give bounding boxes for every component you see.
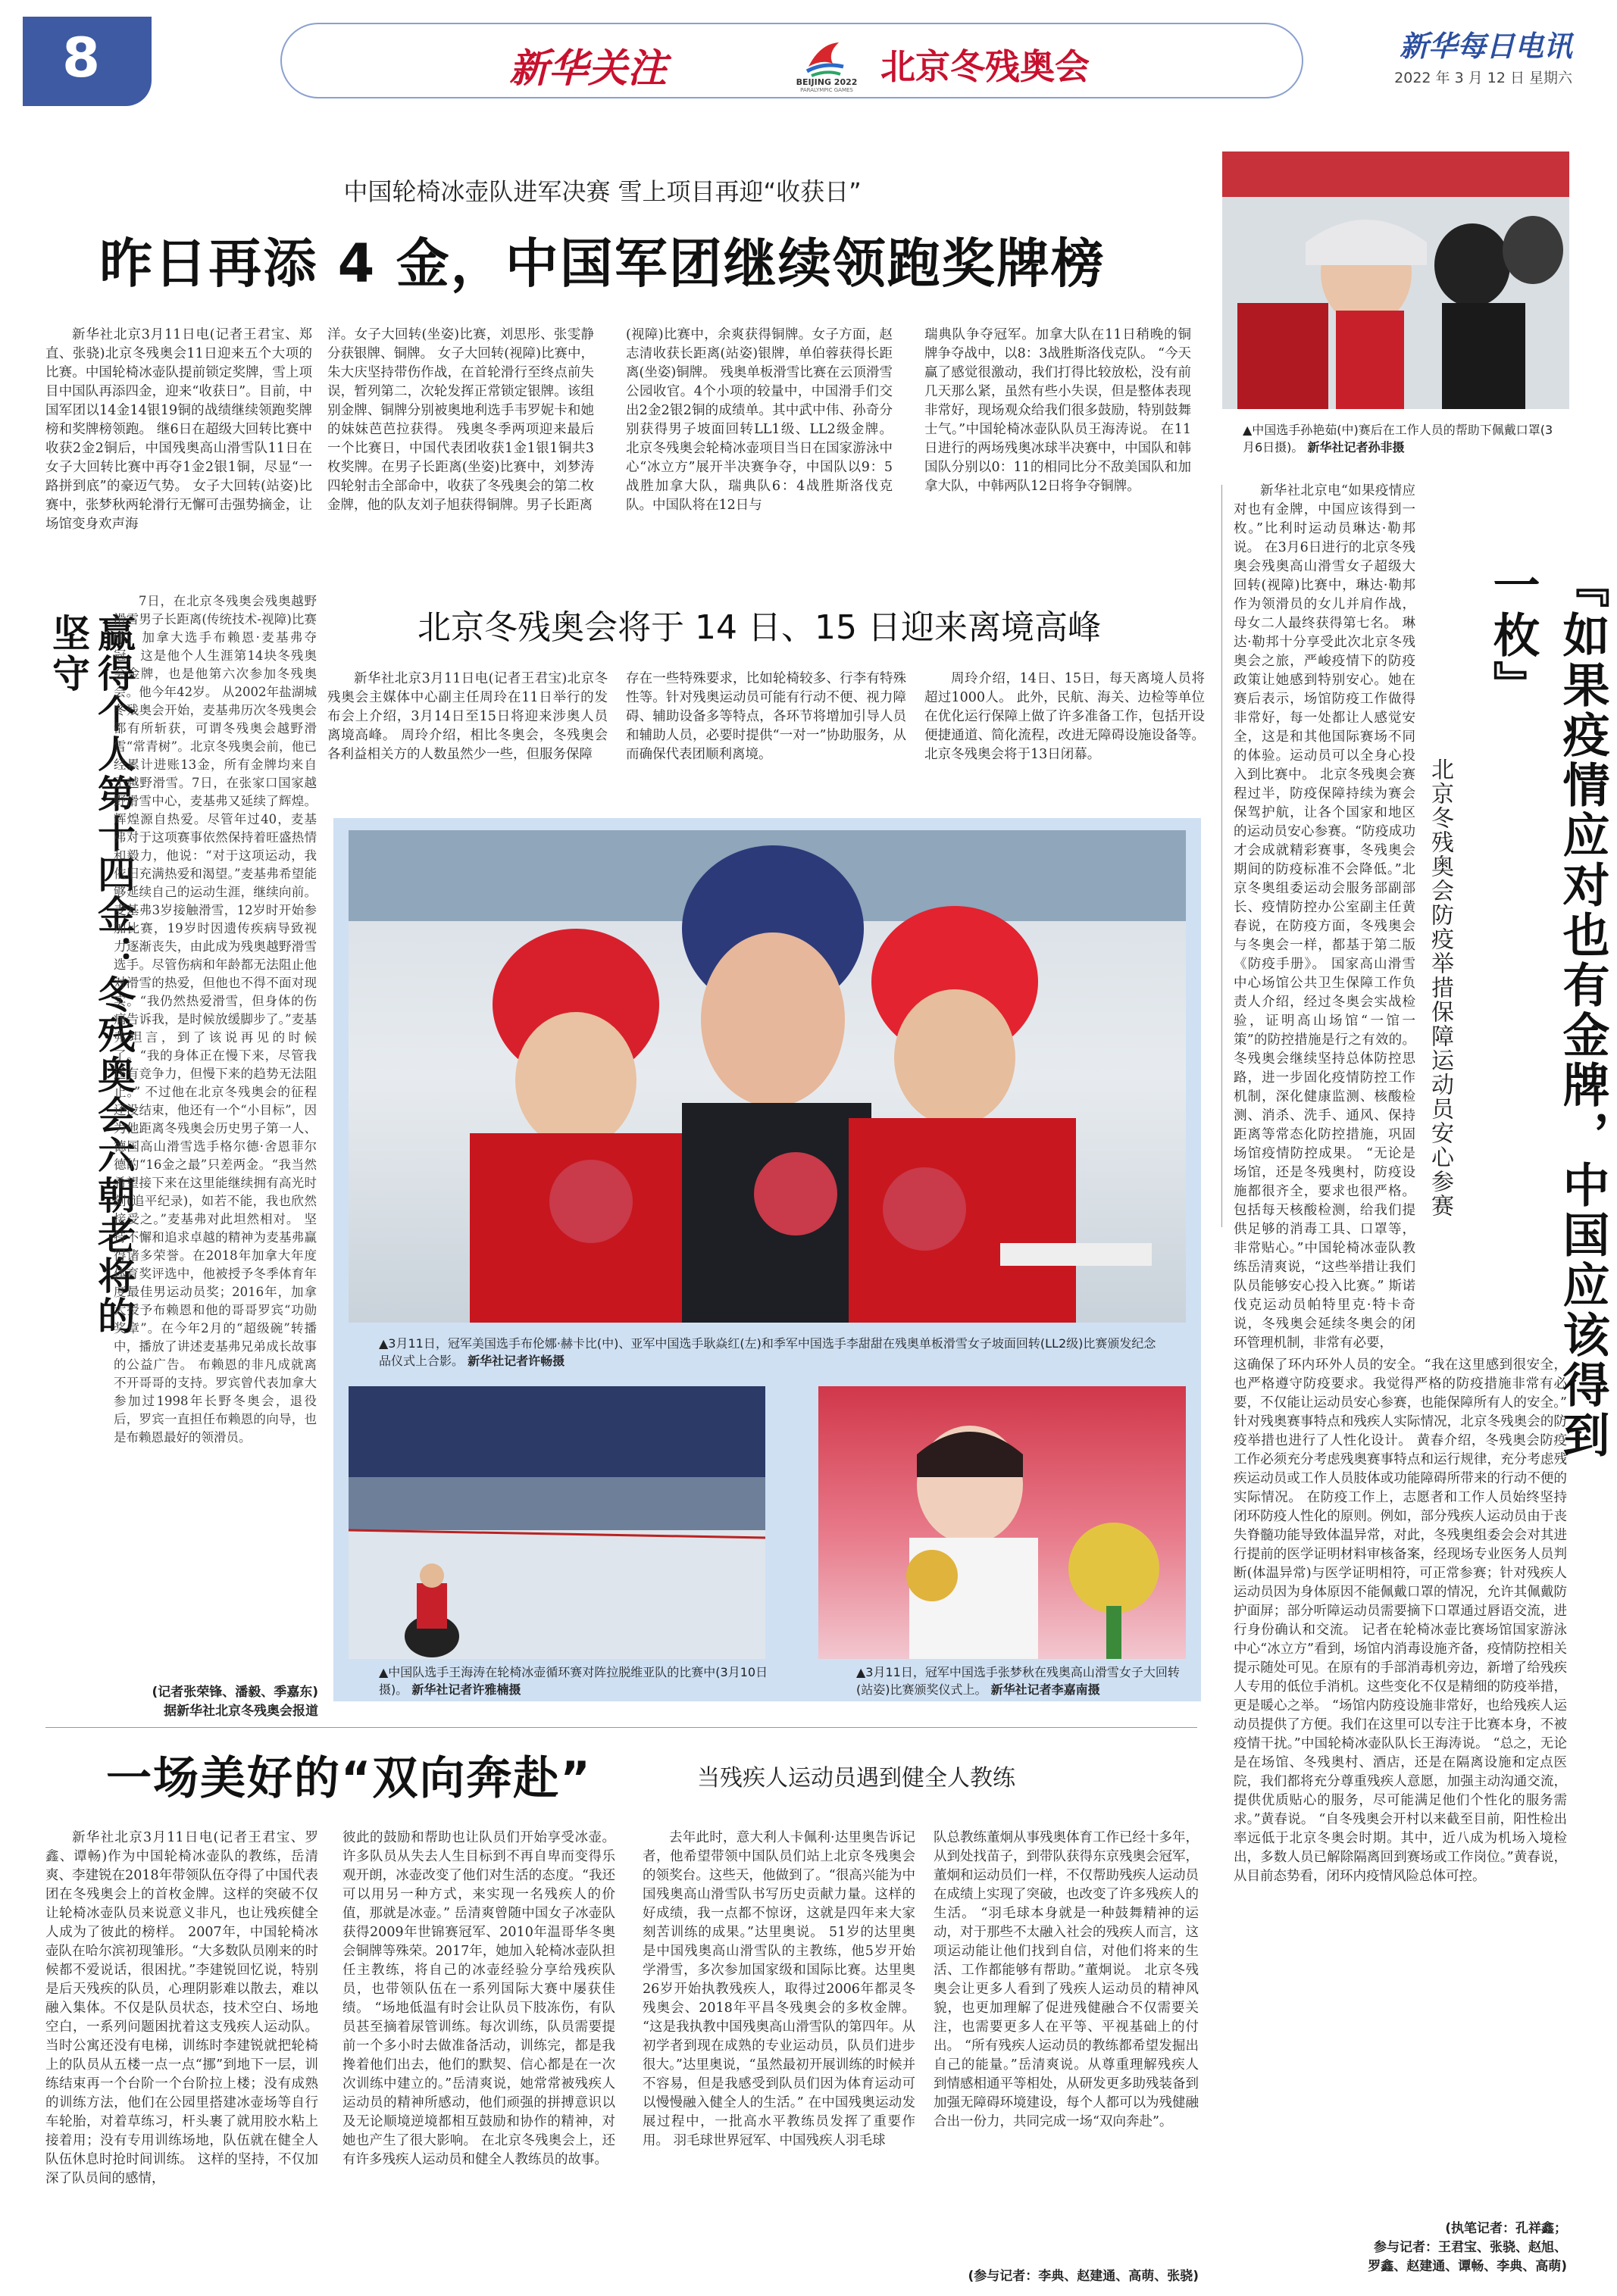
lead-column-4 [924,326,1191,574]
departure-text-2: 存在一些特殊要求，比如轮椅较多、行李有特殊性等。针对残奥运动员可能有行动不便、视力障碍、辅助设备多等特点，各环节将增加引导人员和辅助人员，必要时提供“一对一”协助服务，从而确保代表团顺利离境。 [626,671,906,762]
feature-headline: 赢得个人第十四金：冬残奥会六朝老将的坚守 [46,614,136,1336]
departure-headline: 北京冬残奥会将于 14 日、15 日迎来离境高峰 [418,608,1101,647]
feature-source: 据新华社北京冬残奥会报道 [164,1704,318,1719]
coach-column-4 [934,1829,1199,2262]
lead-text-1: 新华社北京3月11日电(记者王君宝、郑直、张骁)北京冬残奥会11日迎来五个大项的比赛。中国轮椅冰壶队提前锁定奖牌，雪上项目中国队再添四金，迎来“收获日”。目前，中国军团以14金14银19铜的战绩继续领跑奖牌榜和奖牌榜领跑。 继6日在超级大回转比赛中收获2金2铜后，中国残奥高山滑雪队11日在女子大回转比赛中再夺1金2银1铜，尽显“一路拼到底”的豪迈气势。 女子大回转(站姿)比赛中，张梦秋两轮滑行无懈可击强势摘金，让场馆变身欢声海 [45,327,312,532]
podium-caption-text: ▲3月11日，冠军美国选手布伦娜·赫卡比(中)、亚军中国选手耿焱红(左)和季军中国选手李甜甜在残奥单板滑雪女子坡面回转(LL2级)比赛颁发纪念品仪式上合影。 [379,1336,1156,1368]
coach-top-rule [45,1727,1197,1728]
departure-column-2 [626,670,906,821]
feature-signoff [45,1683,318,1721]
mask-photo [1222,152,1569,409]
coach-subhead: 当残疾人运动员遇到健全人教练 [697,1765,1015,1792]
curling-photo [349,1386,765,1659]
coach-column-2 [342,1829,615,2283]
coach-text-4: 队总教练董炯从事残奥体育工作已经十多年，从到处找苗子，到带队获得东京残奥会冠军，董炯和运动员们一样，不仅帮助残疾人运动员在成绩上实现了突破，也改变了许多残疾人的生活。 “羽毛球本身就是一种鼓舞精神的运动，对于那些不太融入社会的残疾人而言，这项运动能让他们找到自信，对他们将来的生活、工作都能够有帮助。”董炯说。 北京冬残奥会让更多人看到了残疾人运动员的精神风貌，也更加理解了促进残健融合不仅需要关注，也需要更多人在平等、平视基础上的付出。 “所有残疾人运动员的教练都希望发掘出自己的能量。”岳清爽说。从尊重理解残疾人到情感相通平等相处，从研发更多助残装备到加强无障碍环境建设，每个人都可以为残健融合出一份力，共同完成一场“双向奔赴”。 [934,1830,1199,2129]
coach-headline: 一场美好的“双向奔赴” [106,1752,592,1805]
lead-text-3: (视障)比赛中，余爽获得铜牌。女子方面，赵志清收获长距离(站姿)银牌，单伯蓉获得长距离(坐姿)铜牌。 残奥单板滑雪比赛在云顶滑雪公园收官。4个小项的较量中，中国滑手们交出2金2银2铜的成绩单。其中武中伟、孙奇分别获得男子坡面回转LL1级、LL2级金牌。 北京冬残奥会轮椅冰壶项目当日在国家游泳中心“冰立方”展开半决赛争夺，中国队以9：5战胜加拿大队，瑞典队6：4战胜斯洛伐克队。中国队将在12日与 [626,327,893,513]
sidebar-signoff-3: 罗鑫、赵建通、谭畅、李典、高萌) [1368,2259,1567,2274]
sidebar-wide-column [1234,1356,1567,2212]
departure-column-1 [327,670,608,821]
podium-photo-caption [379,1335,1167,1370]
medal-photo [818,1386,1186,1659]
departure-text-1: 新华社北京3月11日电(记者王君宝)北京冬残奥会主媒体中心副主任周玲在11日举行的发布会上介绍，3月14日至15日将迎来涉奥人员离境高峰。 周玲介绍，相比冬奥会，冬残奥会各利益相关方的人数虽然少一些，但服务保障 [327,671,608,762]
lead-text-2: 洋。女子大回转(坐姿)比赛，刘思彤、张雯静分获银牌、铜牌。 女子大回转(视障)比赛中，朱大庆坚持带伤作战，在首轮滑行至终点前失误，暂列第二，次轮发挥正常锁定银牌。该组别金牌、铜牌分别被奥地利选手韦罗妮卡和她的妹妹芭芭拉获得。 残奥冬季两项迎来最后一个比赛日，中国代表团收获1金1银1铜共3枚奖牌。在男子长距离(坐姿)比赛中，刘梦涛四轮射击全部命中，收获了冬残奥会的第二枚金牌，他的队友刘子旭获得铜牌。男子长距离 [327,327,594,513]
medal-photo-scene [818,1386,1186,1659]
lead-headline: 昨日再添 4 金，中国军团继续领跑奖牌榜 [99,233,1106,295]
banner-frame [280,23,1303,98]
departure-column-3 [924,670,1205,821]
feature-signoff-text: (记者张荣锋、潘毅、季嘉东) [152,1685,318,1700]
lead-column-1 [45,326,312,574]
medal-photo-caption [856,1663,1190,1698]
lead-column-3 [626,326,893,574]
sidebar-divider [1221,485,1222,1227]
podium-credit: 新华社记者许畅摄 [468,1354,565,1368]
sidebar-narrow-text: 新华社北京电“如果疫情应对也有金牌，中国应该得到一枚。”比利时运动员琳达·勒邦说。 在3月6日进行的北京冬残奥会残奥高山滑雪女子超级大回转(视障)比赛中，琳达·勒邦作为领滑员的女儿并肩作战，母女二人最终获得第七名。 琳达·勒邦十分享受此次北京冬残奥会之旅，严峻疫情下的防疫政策让她感到特别安心。她在赛后表示，场馆防疫工作做得非常好，每一处都让人感觉安全，这是和其他国际赛场不同的体验。运动员可以全身心投入到比赛中。 北京冬残奥会赛程过半，防疫保障持续为赛会保驾护航，让各个国家和地区的运动员安心参赛。“防疫成功才会成就精彩赛事，冬残奥会期间的防疫标准不会降低。”北京冬奥组委运动会服务部副部长、疫情防控办公室副主任黄春说，在防疫方面，冬残奥会与冬奥会一样，都基于第二版《防疫手册》。 国家高山滑雪中心场馆公共卫生保障工作负责人介绍，经过冬奥会实战检验，证明高山场馆“一馆一策”的防控措施是行之有效的。冬残奥会继续坚持总体防控思路，进一步固化疫情防控工作机制，深化健康监测、核酸检测、消杀、洗手、通风、保持距离等常态化防控措施，巩固场馆疫情防控成果。 “无论是场馆，还是冬残奥村，防疫设施都很齐全，要求也很严格。包括每天核酸检测，给我们提供足够的消毒工具、口罩等，非常贴心。”中国轮椅冰壶队教练岳清爽说，“这些举措让我们队员能够安心投入比赛。” 斯诺伐克运动员帕特里克·特卡奇说，冬残奥会延续冬奥会的闭环管理机制，非常有必要， [1234,483,1415,1351]
topic-title: 北京冬残奥会 [880,46,1090,87]
coach-text-3: 去年此时，意大利人卡佩利·达里奥告诉记者，他希望带领中国队员们站上北京冬残奥会的领奖台。这些天，他做到了。“很高兴能为中国残奥高山滑雪队书写历史贡献力量。这样的好成绩，我一点都不惊讶，这就是四年来大家刻苦训练的成果。”达里奥说。 51岁的达里奥是中国残奥高山滑雪队的主教练，他5岁开始学滑雪，多次参加国家级和国际比赛。达里奥26岁开始执教残疾人，取得过2006年都灵冬残奥会、2018年平昌冬残奥会的多枚金牌。 “这是我执教中国残奥高山滑雪队的第四年。从初学者到现在成熟的专业运动员，队员们进步很大。”达里奥说，“虽然最初开展训练的时候并不容易，但是我感受到队员们因为体育运动可以慢慢融入健全人的生活。” 在中国残奥运动发展过程中，一批高水平教练员发挥了重要作用。 羽毛球世界冠军、中国残疾人羽毛球 [643,1830,915,2148]
beijing-2022-paralympic-logo [793,29,859,94]
page-number-tab [23,17,152,106]
sidebar-wide-text: 这确保了环内环外人员的安全。“我在这里感到很安全，也严格遵守防疫要求。我觉得严格的防疫措施非常有必要，不仅能让运动员安心参赛，也能保障所有人的安全。” 针对残奥赛事特点和残疾人实际情况，北京冬残奥会的防疫举措也进行了人性化设计。 黄春介绍，冬残奥会防疫工作必须充分考虑残奥赛事特点和运行规律，充分考虑残疾运动员或工作人员肢体或功能障碍所带来的行动不便的实际情况。 在防疫工作上，志愿者和工作人员始终坚持闭环防疫人性化的原则。例如，部分残疾人运动员由于丧失脊髓功能导致体温异常，对此，冬残奥组委会会对其进行提前的医学证明材料审核备案，经现场专业医务人员判断(体温异常)与医学证明相符，可正常参赛；针对残疾人运动员因为身体原因不能佩戴口罩的情况，允许其佩戴防护面屏；部分听障运动员需要摘下口罩通过唇语交流，进行身份确认和交流。 记者在轮椅冰壶比赛场馆国家游泳中心“冰立方”看到，场馆内消毒设施齐备，疫情防控相关提示随处可见。在原有的手部消毒机旁边，新增了给残疾人专用的低位手消机。这些变化不仅是精细的防疫举措，更是暖心之举。 “场馆内防疫设施非常好，也给残疾人运动员提供了方便。我们在这里可以专注于比赛本身，不被疫情干扰。”中国轮椅冰壶队队长王海涛说。 “总之，无论是在场馆、冬残奥村、酒店，还是在隔离设施和定点医院，我们都将充分尊重残疾人意愿，加强主动沟通交流，提供优质贴心的服务，尽可能满足他们个性化的服务需求。”黄春说。 “自冬残奥会开村以来截至目前，阳性检出率远低于北京冬奥会时期。其中，近八成为机场入境检出，多数人员已解除隔离回到赛场或工作岗位。”黄春说，从目前态势看，闭环内疫情风险总体可控。 [1234,1357,1567,1884]
coach-text-1: 新华社北京3月11日电(记者王君宝、罗鑫、谭畅)作为中国轮椅冰壶队的教练，岳清爽、李建锐在2018年带领队伍夺得了中国代表团在冬残奥会上的首枚金牌。这样的突破不仅让轮椅冰壶队员来说意义非凡，也让残疾健全人成为了彼此的榜样。 2007年，中国轮椅冰壶队在哈尔滨初现雏形。“大多数队员刚来的时候都不爱说话，很困扰。”李建锐回忆说，特别是后天残疾的队员，心理阴影难以散去，难以融入集体。不仅是队员状态，技术空白、场地空白，一系列问题困扰着这支残疾人运动队。 当时公寓还没有电梯，训练时李建锐就把轮椅上的队员从五楼一点一点“挪”到地下一层，训练结束再一个台阶一个台阶拉上楼；没有成熟的训练方法，他们在公园里搭建冰壶场等自行车轮胎，对着草练习，杆头裹了就用胶水粘上接着用；没有专用训练场地，队伍就在健全人队伍休息时抢时间训练。 这样的坚持，不仅加深了队员间的感情， [45,1830,318,2186]
lead-column-2 [327,326,594,574]
medal-caption-text: ▲3月11日，冠军中国选手张梦秋在残奥高山滑雪女子大回转(站姿)比赛颁奖仪式上。 [856,1665,1180,1697]
podium-photo [349,830,1186,1323]
sidebar-signoff-2: 参与记者：王君宝、张骁、赵旭、 [1374,2240,1567,2255]
mask-photo-credit: 新华社记者孙非摄 [1307,440,1405,455]
sidebar-signoff-1: (执笔记者：孔祥鑫； [1445,2221,1567,2236]
feature-text: 7日，在北京冬残奥会残奥越野滑雪男子长距离(传统技术-视障)比赛中，加拿大选手布赖恩·麦基弗夺冠，这是他个人生涯第14块冬残奥会金牌，也是他第六次参加冬残奥会。他今年42岁。 从2002年盐湖城冬残奥会开始，麦基弗历次冬残奥会都有所斩获，可谓冬残奥会越野滑雪“常青树”。北京冬残奥会前，他已经累计进账13金，所有金牌均来自于越野滑雪。7日，在张家口国家越野滑雪中心，麦基弗又延续了辉煌。 辉煌源自热爱。尽管年过40，麦基弗对于这项赛事依然保持着旺盛热情和毅力，他说：“对于这项运动，我依旧充满热爱和渴望。”麦基弗希望能够延续自己的运动生涯，继续向前。 麦基弗3岁接触滑雪，12岁时开始参加比赛，19岁时因遗传疾病导致视力逐渐丧失，由此成为残奥越野滑雪选手。尽管伤病和年龄都无法阻止他对滑雪的热爱，但他也不得不面对现实。“我仍然热爱滑雪，但身体的伤痛告诉我，是时候放缓脚步了。”麦基弗坦言，到了该说再见的时候了。“我的身体正在慢下来，尽管我还有竞争力，但慢下来的趋势无法阻止。” 不过他在北京冬残奥会的征程还没结束，他还有一个“小目标”，因为他距离冬残奥会历史男子第一人、德国高山滑雪选手格尔德·舍恩菲尔德的“16金之最”只差两金。“我当然希望接下来在这里能继续拥有高光时刻(追平纪录)，如若不能，我也欣然接受之。”麦基弗对此坦然相对。 坚持不懈和追求卓越的精神为麦基弗赢得诸多荣誉。在2018年加拿大年度体育奖评选中，他被授予冬季体育年度最佳男运动员奖；2016年，加拿大授予布赖恩和他的哥哥罗宾“功勋奖章”。在今年2月的“超级碗”转播中，播放了讲述麦基弗兄弟成长故事的公益广告。 布赖恩的非凡成就离不开哥哥的支持。罗宾曾代表加拿大参加过1998年长野冬奥会，退役后，罗宾一直担任布赖恩的向导，也是布赖恩最好的领滑员。 [114,594,317,1445]
podium-photo-scene [349,830,1186,1323]
feature-body [114,592,317,1445]
departure-text-3: 周玲介绍，14日、15日，每天离境人员将超过1000人。 此外，民航、海关、边检等单位在优化运行保障上做了许多准备工作，包括开设便捷通道、简化流程，改进无障碍设施设备等。 北京冬残奥会将于13日闭幕。 [924,671,1205,762]
page-number: 8 [62,26,101,89]
masthead [23,17,1572,106]
curling-photo-caption [379,1663,773,1698]
coach-column-1 [45,1829,318,2283]
lead-text-4: 瑞典队争夺冠军。加拿大队在11日稍晚的铜牌争夺战中，以8：3战胜斯洛伐克队。 “今天赢了感觉很激动，我们打得比较放松，没有前几天那么紧，虽然有些小失误，但是整体表现非常好，现场观众给我们很多鼓励，特别鼓舞士气。”中国轮椅冰壶队队员王海涛说。 在11日进行的两场残奥冰球半决赛中，中国队和韩国队分别以0：11的相同比分不敌美国队和加拿大队，中韩两队12日将争夺铜牌。 [924,327,1191,494]
games-logo-text: BEIJING 2022 [796,77,858,87]
sidebar-signoff [1234,2219,1567,2276]
mask-photo-caption [1243,421,1561,456]
curling-caption-text: ▲中国队选手王海涛在轮椅冰壶循环赛对阵拉脱维亚队的比赛中(3月10日摄)。 [379,1665,768,1697]
coach-text-2: 彼此的鼓励和帮助也让队员们开始享受冰壶。许多队员从失去人生目标到不再自卑而变得乐观开朗，冰壶改变了他们对生活的态度。“我还可以用另一种方式，来实现一名残疾人的价值，那就是冰壶。” 岳清爽曾随中国女子冰壶队获得2009年世锦赛冠军、2010年温哥华冬奥会铜牌等殊荣。2017年，她加入轮椅冰壶队担任主教练，将自己的冰壶经验分享给残疾队员，也带领队伍在一系列国际大赛中屡获佳绩。 “场地低温有时会让队员下肢冻伤，有队员甚至摘着尿管训练。每次训练，队员需要提前一个多小时去做准备活动，训练完，都是我搀着他们出去，他们的默契、信心都是在一次次训练中建立的。”岳清爽说，她常常被残疾人运动员的精神所感动，他们顽强的拼搏意识以及无论顺境逆境都相互鼓励和协作的精神，对她也产生了很大影响。 在北京冬残奥会上，还有许多残疾人运动员和健全人教练员的故事。 [342,1830,615,2167]
games-logo-sub: PARALYMPIC GAMES [800,87,853,93]
coach-column-3 [643,1829,915,2283]
issue-date: 2022 年 3 月 12 日 星期六 [1394,70,1572,86]
sidebar-subhead: 北京冬残奥会防疫举措保障运动员安心参赛 [1427,758,1453,1218]
curling-credit: 新华社记者许雅楠摄 [411,1682,521,1697]
column-title: 新华关注 [509,45,668,92]
sidebar-headline: 『如果疫情应对也有金牌，中国应该得到一枚』 [1485,561,1610,1460]
coach-signoff: (参与记者：李典、赵建通、高萌、张骁) [968,2269,1199,2284]
mask-photo-caption-text: ▲中国选手孙艳茹(中)赛后在工作人员的帮助下佩戴口罩(3月6日摄)。 [1243,423,1553,455]
mask-photo-scene [1222,152,1569,409]
paper-name: 新华每日电讯 [1399,29,1572,63]
curling-photo-scene [349,1386,765,1659]
medal-credit: 新华社记者李嘉南摄 [990,1682,1100,1697]
sidebar-narrow-column [1234,482,1415,1353]
lead-kicker: 中国轮椅冰壶队进军决赛 雪上项目再迎“收获日” [343,177,862,206]
